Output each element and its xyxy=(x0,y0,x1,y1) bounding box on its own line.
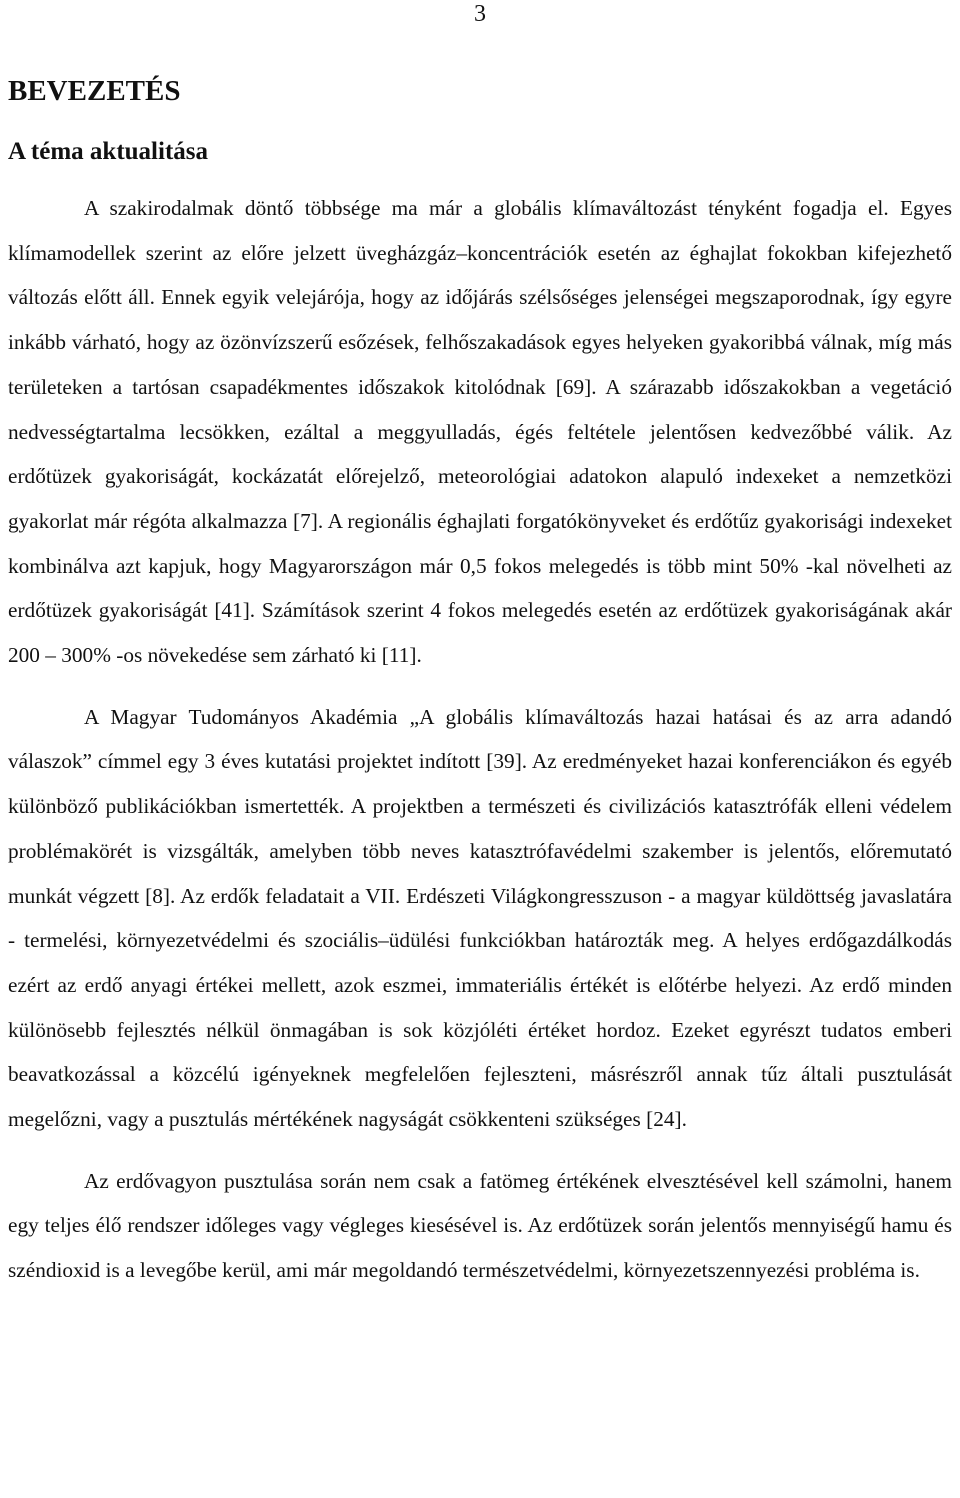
page-number: 3 xyxy=(474,1,486,27)
paragraph-2: A Magyar Tudományos Akadémia „A globális klímaváltozás hazai hatásai és az arra adandó válaszok” címmel egy 3 éves kutatási projektet indított [39]. Az eredményeket hazai konferenciákon és egyéb különböző publikációkban ismertették. A projektben a természeti és civilizációs katasztrófák elleni védelem problémakörét is vizsgálták, amelyben több neves katasztrófavédelmi szakember is jelentős, előremutató munkát végzett [8]. Az erdők feladatait a VII. Erdészeti Világkongresszuson - a magyar küldöttség javaslatára - termelési, környezetvédelmi és szociális–üdülési funkciókban határozták meg. A helyes erdőgazdálkodás ezért az erdő anyagi értékei mellett, azok eszmei, immateriális értékét is előtérbe helyezi. Az erdő minden különösebb fejlesztés nélkül önmagában is sok közjóléti értéket hordoz. Ezeket egyrészt tudatos emberi beavatkozással a közcélú igényeknek megfelelően fejleszteni, másrészről annak tűz általi pusztulását megelőzni, vagy a pusztulás mértékének nagyságát csökkenteni szükséges [24]. xyxy=(8,704,952,1132)
paragraph-3: Az erdővagyon pusztulása során nem csak a fatömeg értékének elvesztésével kell számolni, hanem egy teljes élő rendszer időleges vagy végleges kiesésével is. Az erdőtüzek során jelentős mennyiségű hamu és széndioxid is a levegőbe kerül, ami már megoldandó természetvédelmi, környezetszennyezési probléma is. xyxy=(8,1168,952,1283)
body-text xyxy=(8,186,952,1293)
section-title: A téma aktualitása xyxy=(8,138,208,165)
chapter-title: BEVEZETÉS xyxy=(8,75,181,107)
paragraph-1: A szakirodalmak döntő többsége ma már a globális klímaváltozást tényként fogadja el. Egyes klímamodellek szerint az előre jelzett üvegházgáz–koncentrációk esetén az éghajlat fokokban kifejezhető változás előtt áll. Ennek egyik velejárója, hogy az időjárás szélsőséges jelenségei megszaporodnak, így egyre inkább várható, hogy az özönvízszerű esőzések, felhőszakadások egyes helyeken gyakoribbá válnak, míg más területeken a tartósan csapadékmentes időszakok kitolódnak [69]. A szárazabb időszakokban a vegetáció nedvességtartalma lecsökken, ezáltal a meggyulladás, égés feltétele jelentősen kedvezőbbé válik. Az erdőtüzek gyakoriságát, kockázatát előrejelző, meteorológiai adatokon alapuló indexeket a nemzetközi gyakorlat már régóta alkalmazza [7]. A regionális éghajlati forgatókönyveket és erdőtűz gyakorisági indexeket kombinálva azt kapjuk, hogy Magyarországon már 0,5 fokos melegedés is több mint 50% -kal növelheti az erdőtüzek gyakoriságát [41]. Számítások szerint 4 fokos melegedés esetén az erdőtüzek gyakoriságának akár 200 – 300% -os növekedése sem zárható ki [11]. xyxy=(8,196,952,668)
